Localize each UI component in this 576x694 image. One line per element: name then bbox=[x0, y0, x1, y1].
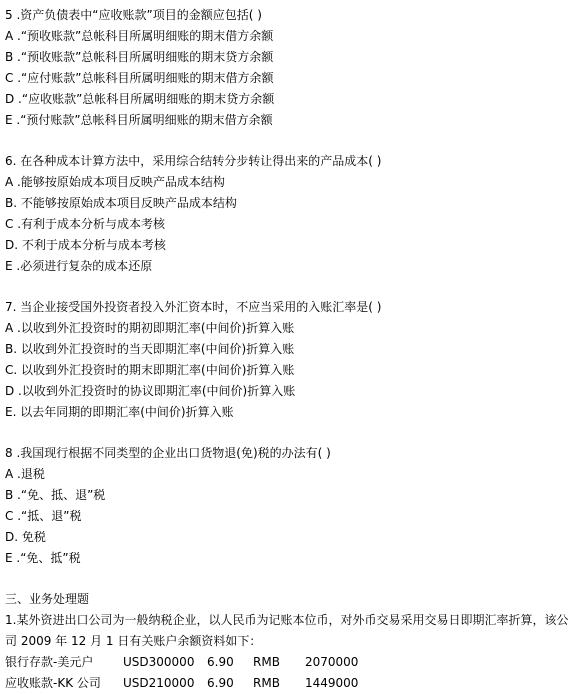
option-b: B. 不能够按原始成本项目反映产品成本结构 bbox=[5, 196, 237, 210]
question-5 bbox=[5, 5, 571, 131]
spacer bbox=[5, 131, 571, 151]
exchange-rate: 6.90 bbox=[207, 676, 234, 690]
question-6 bbox=[5, 151, 571, 277]
spacer bbox=[5, 423, 571, 443]
question-7 bbox=[5, 297, 571, 423]
currency: RMB bbox=[253, 676, 280, 690]
balance-row bbox=[5, 673, 571, 694]
exchange-rate: 6.90 bbox=[207, 655, 234, 669]
rmb-amount: 2070000 bbox=[305, 655, 359, 669]
option-e: E .“免、抵”税 bbox=[5, 551, 81, 565]
option-e: E. 以去年同期的即期汇率(中间价)折算入账 bbox=[5, 405, 234, 419]
balance-row bbox=[5, 652, 571, 673]
option-c: C. 以收到外汇投资时的期末即期汇率(中间价)折算入账 bbox=[5, 363, 295, 377]
option-d: D. 不利于成本分析与成本考核 bbox=[5, 238, 166, 252]
rmb-amount: 1449000 bbox=[305, 676, 359, 690]
option-b: B. 以收到外汇投资时的当天即期汇率(中间价)折算入账 bbox=[5, 342, 295, 356]
option-e: E .“预付账款”总帐科目所属明细账的期末借方余额 bbox=[5, 113, 273, 127]
option-c: C .有利于成本分析与成本考核 bbox=[5, 217, 166, 231]
spacer bbox=[5, 277, 571, 297]
option-b: B .“免、抵、退”税 bbox=[5, 488, 106, 502]
document-page bbox=[5, 5, 571, 694]
option-c: C .“抵、退”税 bbox=[5, 509, 82, 523]
currency: RMB bbox=[253, 655, 280, 669]
foreign-amount: USD300000 bbox=[123, 655, 195, 669]
question-stem: 8 .我国现行根据不同类型的企业出口货物退(免)税的办法有( ) bbox=[5, 446, 331, 460]
option-c: C .“应付账款”总帐科目所属明细账的期末借方余额 bbox=[5, 71, 274, 85]
foreign-amount: USD210000 bbox=[123, 676, 195, 690]
option-a: A .“预收账款”总帐科目所属明细账的期末借方余额 bbox=[5, 29, 274, 43]
option-d: D. 免税 bbox=[5, 530, 46, 544]
option-d: D .“应收账款”总帐科目所属明细账的期末贷方余额 bbox=[5, 92, 275, 106]
option-b: B .“预收账款”总帐科目所属明细账的期末贷方余额 bbox=[5, 50, 274, 64]
question-8 bbox=[5, 443, 571, 569]
problem-paragraph: 1.某外资进出口公司为一般纳税企业，以人民币为记账本位币，对外币交易采用交易日即期汇率折算，该公司 2009 年 12 月 1 日有关账户余额资料如下： bbox=[5, 613, 569, 648]
option-d: D .以收到外汇投资时的协议即期汇率(中间价)折算入账 bbox=[5, 384, 296, 398]
section-3 bbox=[5, 589, 571, 694]
spacer bbox=[5, 569, 571, 589]
question-stem: 6. 在各种成本计算方法中，采用综合结转分步转让得出来的产品成本( ) bbox=[5, 154, 382, 168]
account-name: 银行存款-美元户 bbox=[5, 655, 94, 669]
option-a: A .退税 bbox=[5, 467, 45, 481]
option-a: A .能够按原始成本项目反映产品成本结构 bbox=[5, 175, 225, 189]
account-name: 应收账款-KK 公司 bbox=[5, 676, 101, 690]
option-e: E .必须进行复杂的成本还原 bbox=[5, 259, 153, 273]
section-heading: 三、业务处理题 bbox=[5, 592, 90, 606]
question-stem: 7. 当企业接受国外投资者投入外汇资本时，不应当采用的入账汇率是( ) bbox=[5, 300, 382, 314]
option-a: A .以收到外汇投资时的期初即期汇率(中间价)折算入账 bbox=[5, 321, 295, 335]
question-stem: 5 .资产负债表中“应收账款”项目的金额应包括( ) bbox=[5, 8, 262, 22]
